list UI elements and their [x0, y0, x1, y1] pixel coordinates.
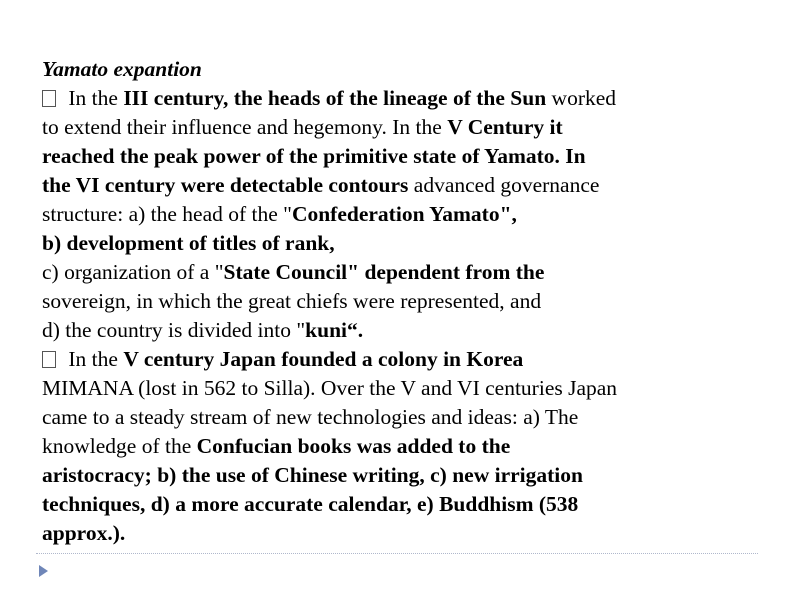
paragraph-line-14: [42, 461, 762, 490]
footer-divider: [36, 553, 758, 554]
text-run: c) organization of a ": [42, 260, 224, 284]
bold-text-run: aristocracy; b) the use of Chinese writing, c) new irrigation: [42, 463, 583, 487]
paragraph-line-8: [42, 287, 762, 316]
bold-text-run: III century, the heads of the lineage of the Sun: [123, 86, 547, 110]
text-run: sovereign, in which the great chiefs were represented, and: [42, 289, 542, 313]
bold-text-run: techniques, d) a more accurate calendar, e) Buddhism (538: [42, 492, 579, 516]
bold-text-run: reached the peak power of the primitive state of Yamato. In: [42, 144, 586, 168]
square-bullet-icon: [42, 351, 56, 368]
slide-title: Yamato expantion: [42, 57, 202, 81]
paragraph-line-13: [42, 432, 762, 461]
paragraph-line-9: [42, 316, 762, 345]
paragraph-line-3: [42, 142, 762, 171]
text-run: worked: [546, 86, 617, 110]
text-run: In the: [63, 86, 124, 110]
paragraph-line-1: [42, 84, 762, 113]
bold-text-run: V Century it: [447, 115, 563, 139]
bold-text-run: V century Japan founded a colony in Korea: [123, 347, 524, 371]
bold-text-run: Confucian books was added to the: [196, 434, 511, 458]
bold-text-run: b) development of titles of rank,: [42, 231, 335, 255]
paragraph-line-7: [42, 258, 762, 287]
paragraph-line-2: [42, 113, 762, 142]
paragraph-line-10: [42, 345, 762, 374]
text-run: came to a steady stream of new technologies and ideas: a) The: [42, 405, 579, 429]
text-run: advanced governance: [408, 173, 600, 197]
text-run: In the: [63, 347, 124, 371]
paragraph-line-16: [42, 519, 762, 548]
paragraph-line-4: [42, 171, 762, 200]
bold-text-run: kuni“.: [305, 318, 364, 342]
bold-text-run: the VI century were detectable contours: [42, 173, 409, 197]
bold-text-run: State Council" dependent from the: [223, 260, 545, 284]
text-run: d) the country is divided into ": [42, 318, 306, 342]
text-run: structure: a) the head of the ": [42, 202, 292, 226]
paragraph-line-15: [42, 490, 762, 519]
paragraph-line-6: [42, 229, 762, 258]
square-bullet-icon: [42, 90, 56, 107]
bold-text-run: approx.).: [42, 521, 126, 545]
paragraph-line-11: [42, 374, 762, 403]
paragraph-line-5: [42, 200, 762, 229]
paragraph-line-12: [42, 403, 762, 432]
bold-text-run: Confederation Yamato",: [291, 202, 517, 226]
text-run: to extend their influence and hegemony. In the: [42, 115, 448, 139]
text-run: knowledge of the: [42, 434, 197, 458]
slide-body: [42, 55, 762, 548]
text-run: MIMANA (lost in 562 to Silla). Over the V and VI centuries Japan: [42, 376, 618, 400]
triangle-right-icon[interactable]: [39, 565, 48, 577]
